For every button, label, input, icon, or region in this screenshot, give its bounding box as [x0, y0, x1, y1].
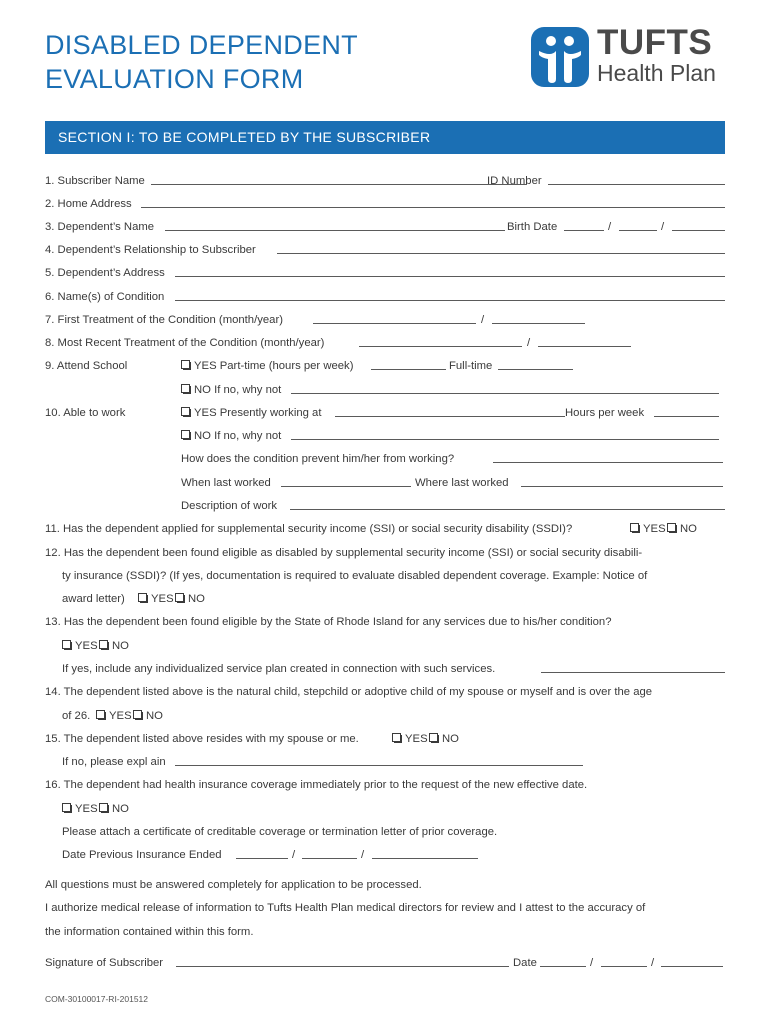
first-treatment-year-field[interactable] [492, 323, 585, 324]
resides-yes-option[interactable]: YES [392, 730, 428, 748]
title-line-2: EVALUATION FORM [45, 64, 304, 94]
row-work-how [45, 450, 725, 468]
label-date: Date [513, 957, 537, 969]
row-insurance-ended [45, 846, 725, 864]
row-closing-3 [45, 923, 725, 941]
form-code: COM-30100017-RI-201512 [45, 994, 149, 1004]
slash: / [608, 221, 612, 233]
label-explain: If no, please expl ain [62, 756, 166, 768]
prior-coverage-no-option[interactable]: NO [99, 800, 129, 818]
home-address-field[interactable] [141, 207, 725, 208]
ssi-eligible-yes-option[interactable]: YES [138, 590, 174, 608]
row-ssi-eligible-2 [45, 567, 725, 585]
label-hours-per-week: Hours per week [565, 407, 645, 419]
closing-text-1: All questions must be answered completely for application to be processed. [45, 879, 422, 891]
checkbox-icon[interactable] [630, 523, 639, 532]
work-no-option[interactable]: NO If no, why not [181, 427, 281, 445]
slash: / [651, 957, 655, 969]
label-age-26: of 26. [62, 710, 91, 722]
ssi-eligible-no-option[interactable]: NO [175, 590, 205, 608]
slash: / [590, 957, 594, 969]
working-at-field[interactable] [335, 416, 565, 417]
checkbox-icon[interactable] [181, 407, 190, 416]
checkbox-icon[interactable] [99, 803, 108, 812]
signature-year-field[interactable] [661, 966, 723, 967]
checkbox-icon[interactable] [138, 593, 147, 602]
slash: / [527, 337, 531, 349]
slash: / [661, 221, 665, 233]
natural-child-yes-option[interactable]: YES [96, 707, 132, 725]
label-ssi-eligible: 12. Has the dependent been found eligible as disabled by supplemental security income (SSI) or social security disabili- [45, 547, 643, 559]
row-recent-treatment [45, 334, 725, 352]
recent-treatment-year-field[interactable] [538, 346, 631, 347]
checkbox-icon[interactable] [392, 733, 401, 742]
id-number-field[interactable] [548, 184, 725, 185]
checkbox-icon[interactable] [181, 360, 190, 369]
dependent-name-field[interactable] [165, 230, 505, 231]
title-line-1: DISABLED DEPENDENT [45, 30, 358, 60]
row-resides-explain [45, 753, 725, 771]
checkbox-icon[interactable] [667, 523, 676, 532]
label-able-to-work: 10. Able to work [45, 407, 126, 419]
label-award-letter: award letter) [62, 593, 125, 605]
row-ssi-eligible-1 [45, 544, 725, 562]
label-ssi-eligible-cont: ty insurance (SSDI)? (If yes, documentation is required to evaluate disabled dependent coverage. Example: Notice of [62, 570, 648, 582]
row-home-address [45, 195, 725, 213]
label-relationship: 4. Dependent’s Relationship to Subscriber [45, 244, 256, 256]
checkbox-icon[interactable] [99, 640, 108, 649]
checkbox-icon[interactable] [133, 710, 142, 719]
natural-child-no-option[interactable]: NO [133, 707, 163, 725]
service-plan-field[interactable] [541, 672, 725, 673]
row-rhode-island-options [45, 637, 725, 655]
label-description-of-work: Description of work [181, 500, 278, 512]
slash: / [481, 314, 485, 326]
row-work-no [45, 427, 725, 445]
full-time-field[interactable] [498, 369, 573, 370]
label-prior-coverage: 16. The dependent had health insurance coverage immediately prior to the request of the new effective date. [45, 779, 588, 791]
school-no-option[interactable]: NO If no, why not [181, 381, 281, 399]
row-attach-certificate [45, 823, 725, 841]
label-where-last-worked: Where last worked [415, 477, 509, 489]
ssi-applied-no-option[interactable]: NO [667, 520, 697, 538]
tufts-logo [531, 23, 727, 89]
label-prevent-working: How does the condition prevent him/her from working? [181, 453, 455, 465]
label-service-plan: If yes, include any individualized service plan created in connection with such services. [62, 663, 496, 675]
row-last-worked [45, 474, 725, 492]
label-id-number: ID Number [487, 175, 542, 187]
label-attach-certificate: Please attach a certificate of creditable coverage or termination letter of prior coverage. [62, 826, 498, 838]
checkbox-icon[interactable] [62, 803, 71, 812]
row-first-treatment [45, 311, 725, 329]
recent-treatment-month-field[interactable] [359, 346, 522, 347]
row-resides [45, 730, 725, 748]
row-prior-coverage [45, 776, 725, 794]
explain-field[interactable] [175, 765, 583, 766]
insurance-ended-day-field[interactable] [302, 858, 357, 859]
label-first-treatment: 7. First Treatment of the Condition (month/year) [45, 314, 283, 326]
row-rhode-island [45, 613, 725, 631]
label-dependent-name: 3. Dependent’s Name [45, 221, 155, 233]
rhode-island-yes-option[interactable]: YES [62, 637, 98, 655]
label-attend-school: 9. Attend School [45, 360, 128, 372]
checkbox-icon[interactable] [175, 593, 184, 602]
form-title [45, 28, 358, 96]
row-ssi-applied [45, 520, 725, 538]
checkbox-icon[interactable] [96, 710, 105, 719]
label-condition-names: 6. Name(s) of Condition [45, 291, 165, 303]
birth-day-field[interactable] [619, 230, 657, 231]
birth-month-field[interactable] [564, 230, 604, 231]
row-service-plan [45, 660, 725, 678]
logo-subtitle-text: Health Plan [597, 60, 716, 86]
row-work-description [45, 497, 725, 515]
checkbox-icon[interactable] [181, 430, 190, 439]
row-dependent-address [45, 264, 725, 282]
closing-text-3: the information contained within this form. [45, 926, 254, 938]
ssi-applied-yes-option[interactable]: YES [630, 520, 666, 538]
label-ssi-applied: 11. Has the dependent applied for supplemental security income (SSI) or social security disability (SSDI)? [45, 523, 573, 535]
closing-text-2: I authorize medical release of information to Tufts Health Plan medical directors for review and I attest to the accuracy of [45, 902, 646, 914]
checkbox-icon[interactable] [181, 384, 190, 393]
label-home-address: 2. Home Address [45, 198, 132, 210]
row-natural-child [45, 683, 725, 701]
insurance-ended-year-field[interactable] [372, 858, 478, 859]
signature-month-field[interactable] [540, 966, 586, 967]
work-yes-option[interactable]: YES Presently working at [181, 404, 321, 422]
row-ssi-eligible-3 [45, 590, 725, 608]
tufts-logo-mark-icon [531, 27, 589, 87]
signature-day-field[interactable] [601, 966, 647, 967]
row-relationship [45, 241, 725, 259]
section-label: SECTION I: TO BE COMPLETED BY THE SUBSCRIBER [58, 129, 431, 145]
label-signature: Signature of Subscriber [45, 957, 164, 969]
logo-brand-text: TUFTS [597, 23, 713, 62]
label-birth-date: Birth Date [507, 221, 558, 233]
where-last-worked-field[interactable] [521, 486, 723, 487]
label-when-last-worked: When last worked [181, 477, 271, 489]
label-resides: 15. The dependent listed above resides with my spouse or me. [45, 733, 359, 745]
signature-field[interactable] [176, 966, 509, 967]
slash: / [292, 849, 296, 861]
row-subscriber-name [45, 172, 725, 190]
resides-no-option[interactable]: NO [429, 730, 459, 748]
birth-year-field[interactable] [672, 230, 725, 231]
row-signature [45, 954, 725, 972]
row-attend-school [45, 357, 725, 375]
insurance-ended-month-field[interactable] [236, 858, 288, 859]
work-why-not-field[interactable] [291, 439, 719, 440]
rhode-island-no-option[interactable]: NO [99, 637, 129, 655]
school-yes-option[interactable]: YES Part-time (hours per week) [181, 357, 353, 375]
hours-per-week-field[interactable] [654, 416, 719, 417]
prevent-working-field[interactable] [493, 462, 723, 463]
row-closing-2 [45, 899, 725, 917]
row-closing-1 [45, 876, 725, 894]
label-full-time: Full-time [449, 360, 493, 372]
school-hours-field[interactable] [371, 369, 446, 370]
label-subscriber-name: 1. Subscriber Name [45, 175, 145, 187]
condition-names-field[interactable] [175, 300, 725, 301]
school-why-not-field[interactable] [291, 393, 719, 394]
relationship-field[interactable] [277, 253, 725, 254]
label-natural-child: 14. The dependent listed above is the natural child, stepchild or adoptive child of my spouse or myself and is over the age [45, 686, 653, 698]
checkbox-icon[interactable] [429, 733, 438, 742]
first-treatment-month-field[interactable] [313, 323, 476, 324]
when-last-worked-field[interactable] [281, 486, 411, 487]
checkbox-icon[interactable] [62, 640, 71, 649]
section-header [45, 121, 725, 154]
dependent-address-field[interactable] [175, 276, 725, 277]
label-rhode-island: 13. Has the dependent been found eligible by the State of Rhode Island for any services due to his/her condition? [45, 616, 612, 628]
row-prior-coverage-options [45, 800, 725, 818]
row-dependent-name [45, 218, 725, 236]
label-dependent-address: 5. Dependent’s Address [45, 267, 165, 279]
row-condition-names [45, 288, 725, 306]
prior-coverage-yes-option[interactable]: YES [62, 800, 98, 818]
row-able-to-work [45, 404, 725, 422]
work-description-field[interactable] [290, 509, 725, 510]
row-school-no [45, 381, 725, 399]
subscriber-name-field[interactable] [151, 184, 527, 185]
row-natural-child-options [45, 707, 725, 725]
slash: / [361, 849, 365, 861]
label-insurance-ended: Date Previous Insurance Ended [62, 849, 222, 861]
label-recent-treatment: 8. Most Recent Treatment of the Condition (month/year) [45, 337, 325, 349]
